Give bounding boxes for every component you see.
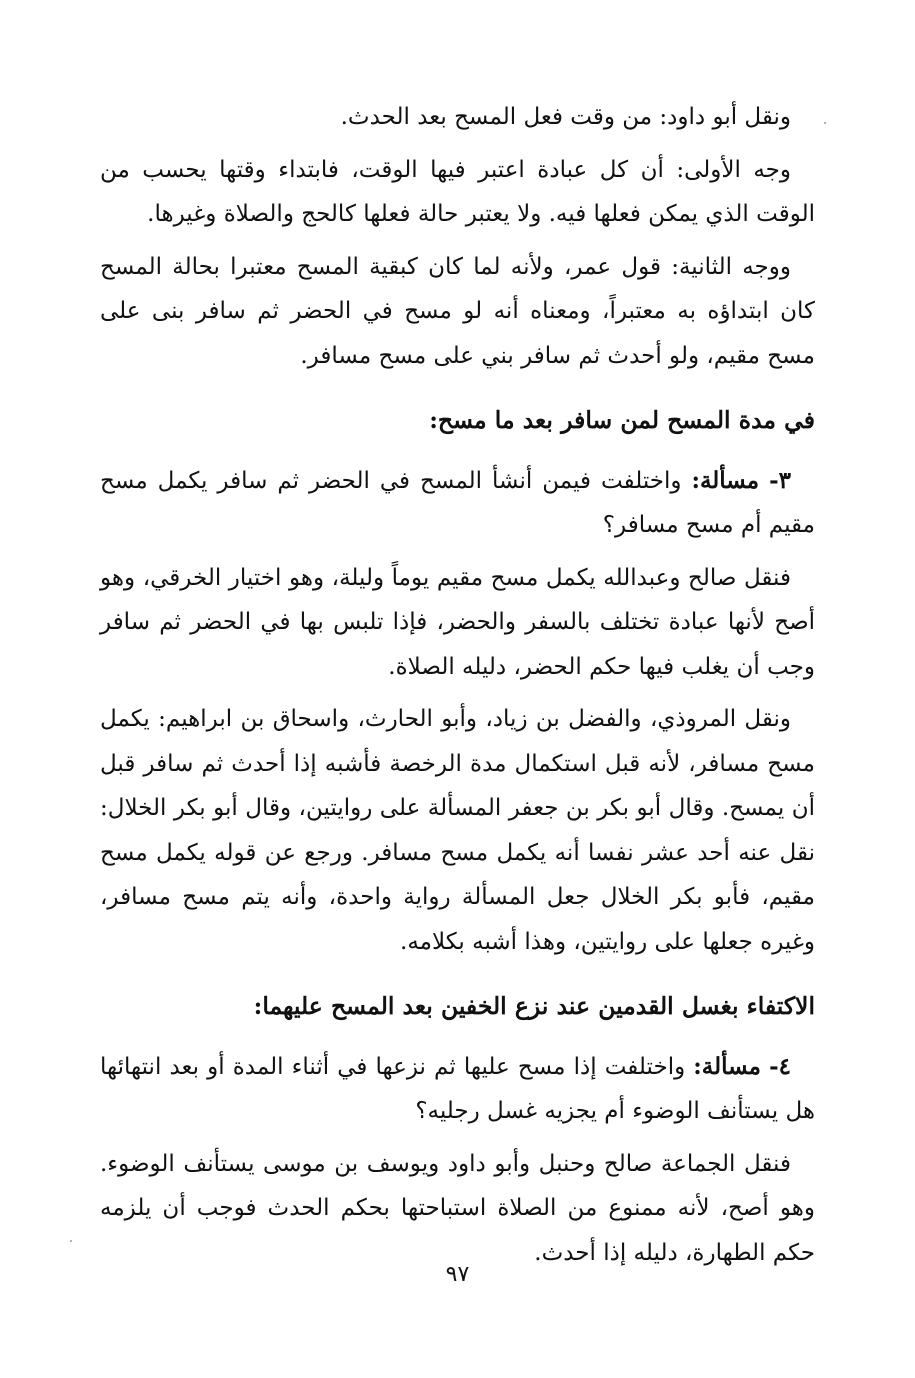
issue-paragraph [100, 459, 815, 548]
issue-number: ٤- [769, 1052, 791, 1080]
scan-speck [70, 1240, 72, 1242]
scan-speck [824, 122, 826, 124]
issue-text: واختلفت فيمن أنشأ المسح في الحضر ثم سافر يكمل مسح مقيم أم مسح مسافر؟ [100, 467, 815, 538]
paragraph: وجه الأولى: أن كل عبادة اعتبر فيها الوقت، فابتداء وقتها يحسب من الوقت الذي يمكن فعلها فيه. ولا يعتبر حالة فعلها كالحج والصلاة وغيرها. [100, 156, 815, 227]
page-number: ٩٧ [445, 1262, 470, 1287]
issue-number: ٣- [769, 466, 792, 494]
issue-text: واختلفت إذا مسح عليها ثم نزعها في أثناء المدة أو بعد انتهائها هل يستأنف الوضوء أم يجزيه غسل رجليه؟ [100, 1053, 815, 1124]
page-body [100, 95, 815, 1283]
paragraph: ونقل المروذي، والفضل بن زياد، وأبو الحارث، واسحاق بن ابراهيم: يكمل مسح مسافر، لأنه قبل استكمال مدة الرخصة فأشبه إذا أحدث ثم سافر قبل أن يمسح. وقال أبو بكر بن جعفر المسألة على روايتين، وقال أبو بكر الخلال: نقل عنه أحد عشر نفسا أنه يكمل مسح مسافر. ورجع عن قوله يكمل مسح مقيم، فأبو بكر الخلال جعل المسألة رواية واحدة، وأنه يتم مسح مسافر، وغيره جعلها على روايتين، وهذا أشبه بكلامه. [100, 706, 815, 955]
issue-label: مسألة: [693, 1052, 761, 1080]
section-heading: الاكتفاء بغسل القدمين عند نزع الخفين بعد المسح عليهما: [253, 992, 815, 1020]
issue-label: مسألة: [691, 466, 760, 494]
paragraph: فنقل صالح وعبدالله يكمل مسح مقيم يوماً وليلة، وهو اختيار الخرقي، وهو أصح لأنها عبادة تختلف بالسفر والحضر، فإذا تلبس بها في الحضر ثم سافر وجب أن يغلب فيها حكم الحضر، دليله الصلاة. [100, 564, 815, 680]
paragraph: فنقل الجماعة صالح وحنبل وأبو داود ويوسف بن موسى يستأنف الوضوء. وهو أصح، لأنه ممنوع من الصلاة استباحتها بحكم الحدث فوجب أن يلزمه حكم الطهارة، دليله إذا أحدث. [100, 1150, 815, 1266]
paragraph: ونقل أبو داود: من وقت فعل المسح بعد الحدث. [340, 104, 791, 130]
section-heading: في مدة المسح لمن سافر بعد ما مسح: [429, 406, 815, 434]
paragraph: ووجه الثانية: قول عمر، ولأنه لما كان كبقية المسح معتبرا بحالة المسح كان ابتداؤه به معتبراً، ومعناه أنه لو مسح في الحضر ثم سافر بنى على مسح مقيم، ولو أحدث ثم سافر بني على مسح مسافر. [100, 253, 815, 369]
issue-paragraph [100, 1045, 815, 1134]
